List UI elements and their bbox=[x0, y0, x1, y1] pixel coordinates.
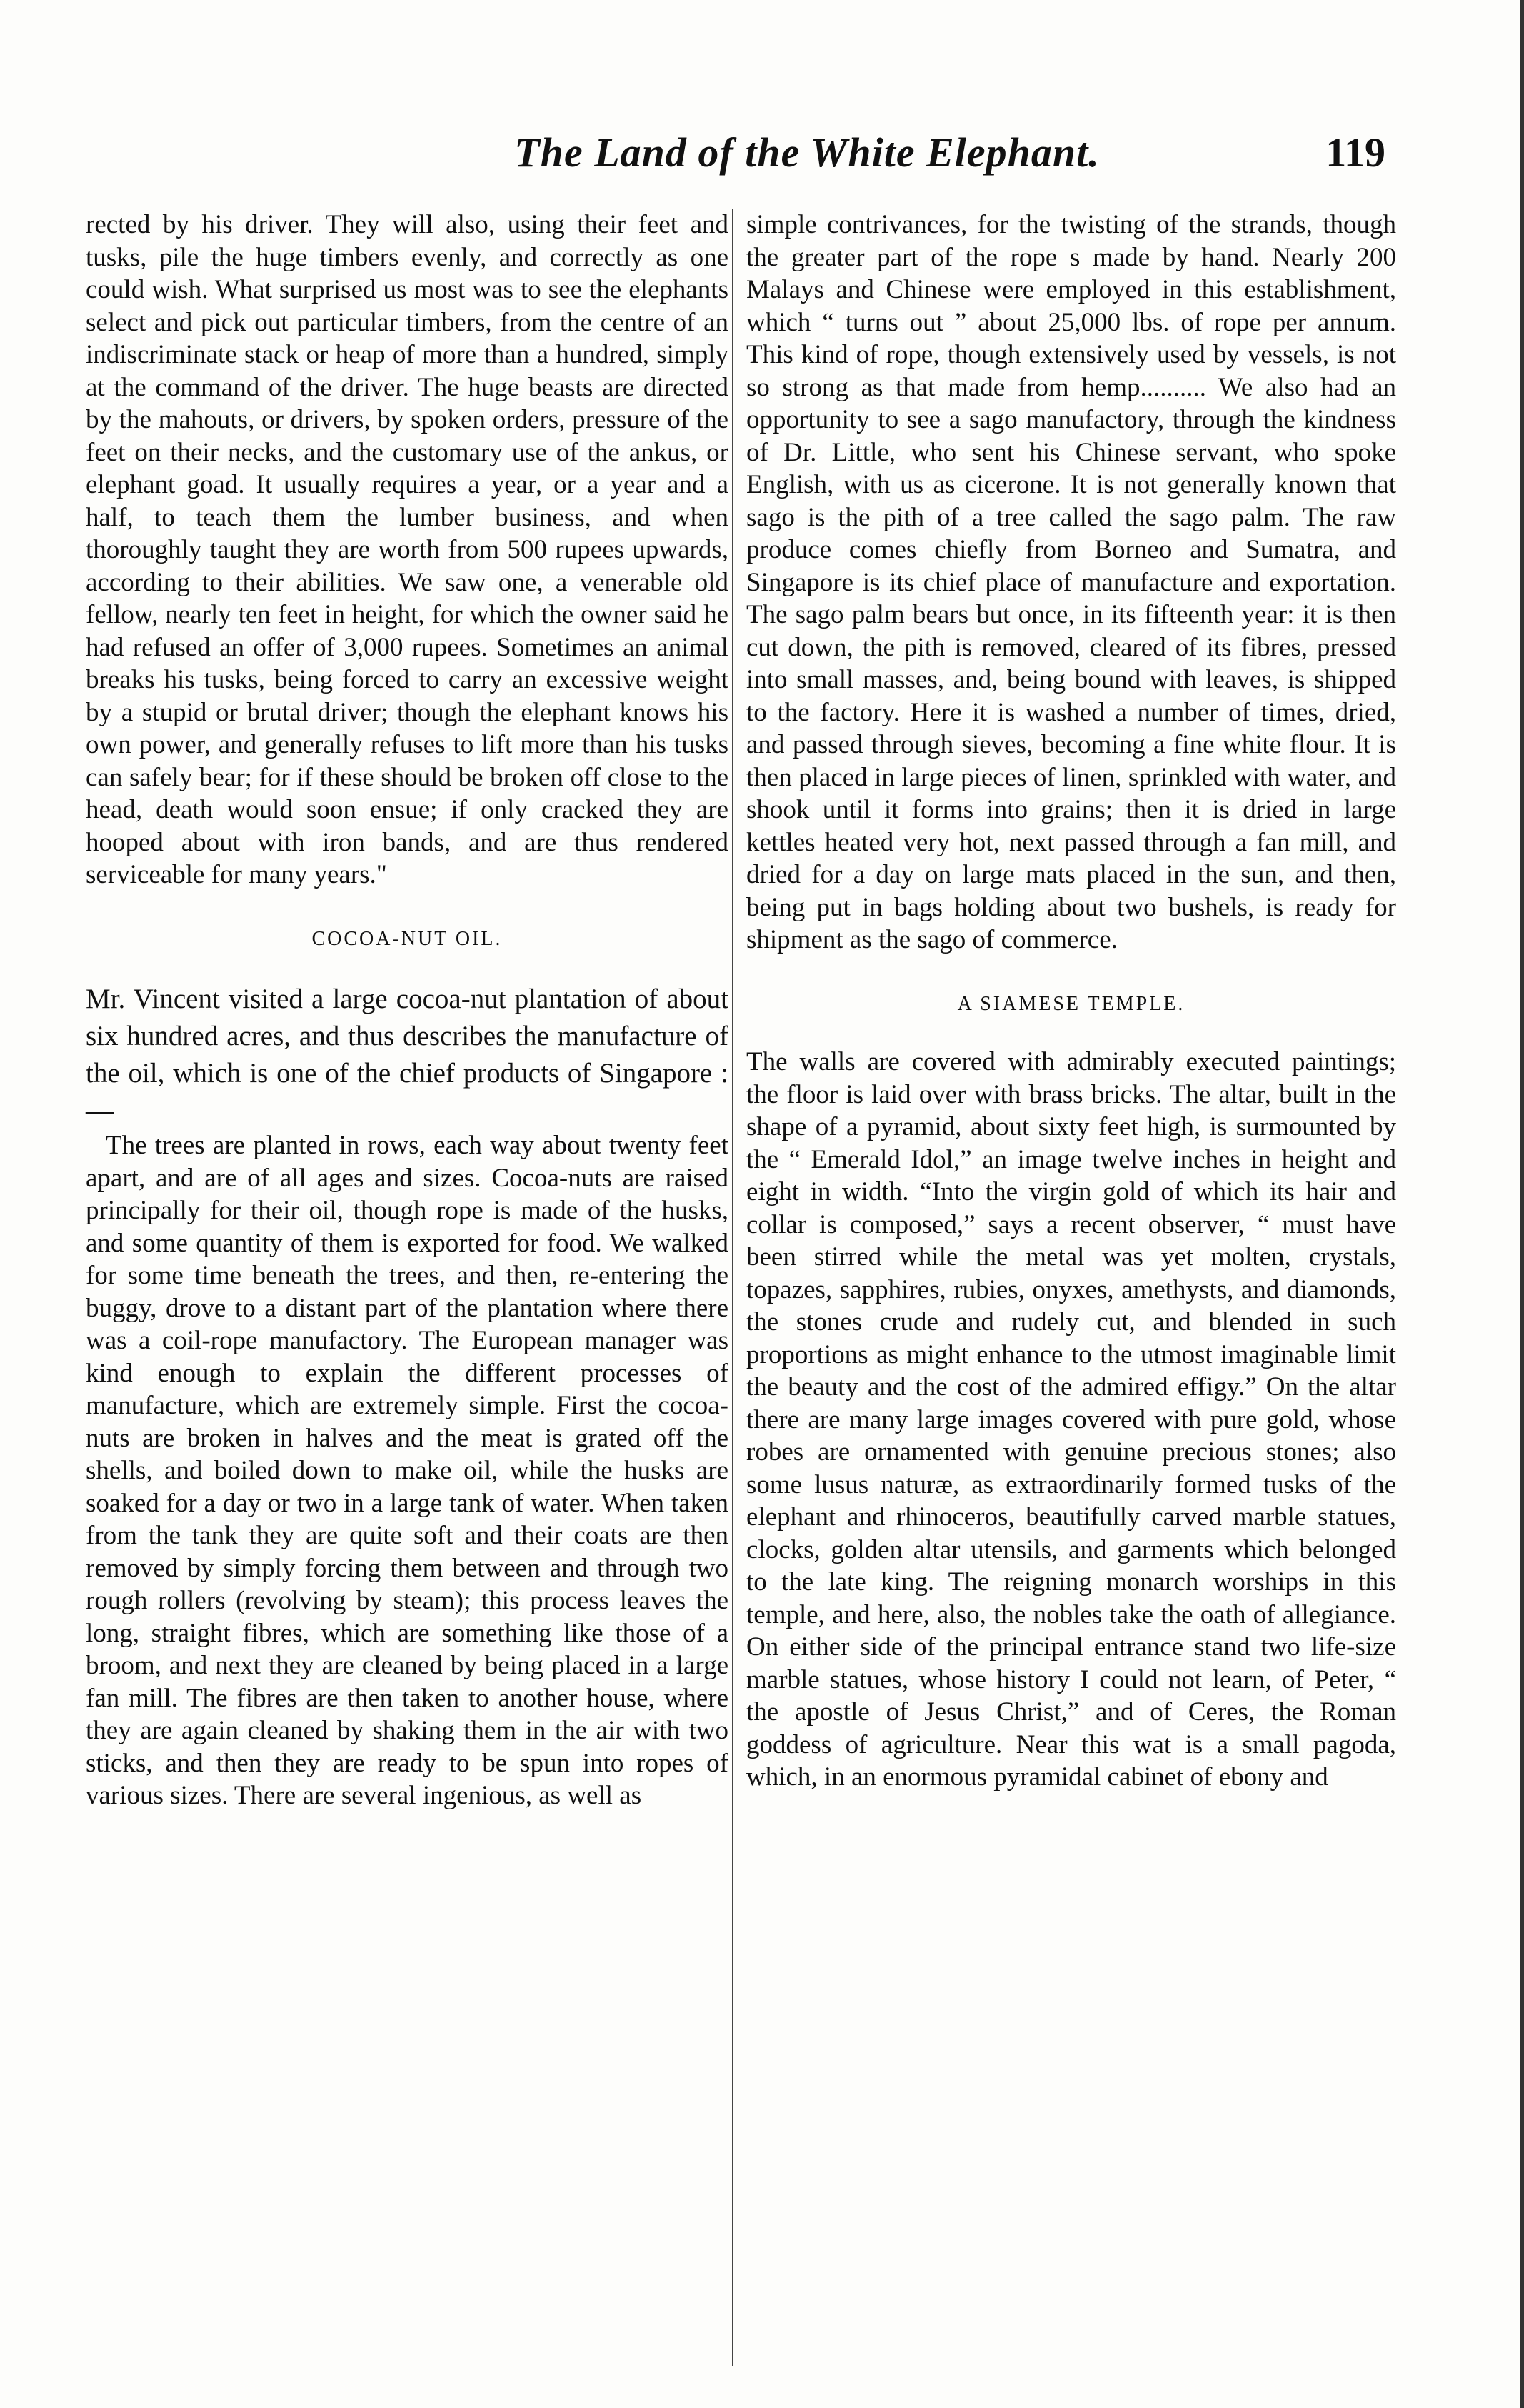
left-paragraph-vincent-intro: Mr. Vincent visited a large cocoa-nut plantation of about six hundred acres, and thus describes the manufacture of the oil, which is one of the chief products of Singapore :— bbox=[86, 984, 728, 1126]
left-column bbox=[86, 209, 728, 1812]
section-heading-siamese-temple: A SIAMESE TEMPLE. bbox=[957, 992, 1185, 1015]
left-paragraph-cocoa-process: The trees are planted in rows, each way about twenty feet apart, and are of all ages and sizes. Cocoa-nuts are raised principally for their oil, though rope is made of the husks, and some quantity of them is exported for food. We walked for some time beneath the trees, and then, re-entering the buggy, drove to a distant part of the plantation where there was a coil-rope manufactory. The European manager was kind enough to explain the different processes of manufacture, which are extremely simple. First the cocoa-nuts are broken in halves and the meat is grated off the shells, and boiled down to make oil, while the husks are soaked for a day or two in a large tank of water. When taken from the tank they are quite soft and their coats are then removed by simply forcing them between and through two rough rollers (revolving by steam); this process leaves the long, straight fibres, which are something like those of a broom, and next they are cleaned by being placed in a large fan mill. The fibres are then taken to another house, where they are again cleaned by shaking them in the air with two sticks, and then they are ready to be spun into ropes of various sizes. There are several ingenious, as well as bbox=[86, 1131, 728, 1810]
page-number: 119 bbox=[1325, 129, 1385, 176]
right-paragraph-temple: The walls are covered with admirably executed paintings; the floor is laid over with brass bricks. The altar, built in the shape of a pyramid, about sixty feet high, is surmounted by the “ Emerald Idol,” an image twelve inches in height and eight in width. “Into the virgin gold of which its hair and collar is composed,” says a recent observer, “ must have been stirred while the metal was yet molten, crystals, topazes, sapphires, rubies, onyxes, amethysts, and diamonds, the stones crude and rudely cut, and blended in such proportions as might enhance to the utmost imaginable limit the beauty and the cost of the admired effigy.” On the altar there are many large images covered with pure gold, whose robes are ornamented with genuine precious stones; also some lusus naturæ, as extraordinarily formed tusks of the elephant and rhinoceros, beautifully carved marble statues, clocks, golden altar utensils, and garments which belonged to the late king. The reigning monarch worships in this temple, and here, also, the nobles take the oath of allegiance. On either side of the principal entrance stand two life-size marble statues, whose history I could not learn, of Peter, “ the apostle of Jesus Christ,” and of Ceres, the Roman goddess of agriculture. Near this wat is a small pagoda, which, in an enormous pyramidal cabinet of ebony and bbox=[746, 1047, 1396, 1792]
right-paragraph-rope-sago: simple contrivances, for the twisting of the strands, though the greater part of the rope s made by hand. Nearly 200 Malays and Chinese were employed in this establishment, which “ turns out ” about 25,000 lbs. of rope per annum. This kind of rope, though extensively used by vessels, is not so strong as that made from hemp.......... We also had an opportunity to see a sago manufactory, through the kindness of Dr. Little, who sent his Chinese servant, who spoke English, with us as cicerone. It is not generally known that sago is the pith of a tree called the sago palm. The raw produce comes chiefly from Borneo and Sumatra, and Singapore is its chief place of manufacture and exportation. The sago palm bears but once, in its fifteenth year: it is then cut down, the pith is removed, cleared of its fibres, pressed into small masses, and, being bound with leaves, is shipped to the factory. Here it is washed a number of times, dried, and passed through sieves, becoming a fine white flour. It is then placed in large pieces of linen, sprinkled with water, and shook until it forms into grains; then it is dried in large kettles heated very hot, next passed through a fan mill, and dried for a day on large mats placed in the sun, and then, being put in bags holding about two bushels, is ready for shipment as the sago of commerce. bbox=[746, 210, 1396, 954]
left-paragraph-elephants: rected by his driver. They will also, using their feet and tusks, pile the huge timbers evenly, and correctly as one could wish. What surprised us most was to see the elephants select and pick out particular timbers, from the centre of an indiscriminate stack or heap of more than a hundred, simply at the command of the driver. The huge beasts are directed by the mahouts, or drivers, by spoken orders, pressure of the feet on their necks, and the customary use of the ankus, or elephant goad. It usually requires a year, or a year and a half, to teach them the lumber business, and when thoroughly taught they are worth from 500 rupees upwards, according to their abilities. We saw one, a venerable old fellow, nearly ten feet in height, for which the owner said he had refused an offer of 3,000 rupees. Sometimes an animal breaks his tusks, being forced to carry an excessive weight by a stupid or brutal driver; though the elephant knows his own power, and generally refuses to lift more than his tusks can safely bear; for if these should be broken off close to the head, death would soon ensue; if only cracked they are hooped about with iron bands, and are thus rendered serviceable for many years." bbox=[86, 210, 728, 889]
running-title: The Land of the White Elephant. bbox=[514, 129, 1100, 176]
column-divider bbox=[732, 209, 733, 2366]
page-edge-mark bbox=[1520, 0, 1524, 2408]
right-column bbox=[746, 209, 1396, 1794]
running-head bbox=[86, 129, 1400, 186]
section-heading-cocoa-nut-oil: COCOA-NUT OIL. bbox=[311, 927, 503, 950]
